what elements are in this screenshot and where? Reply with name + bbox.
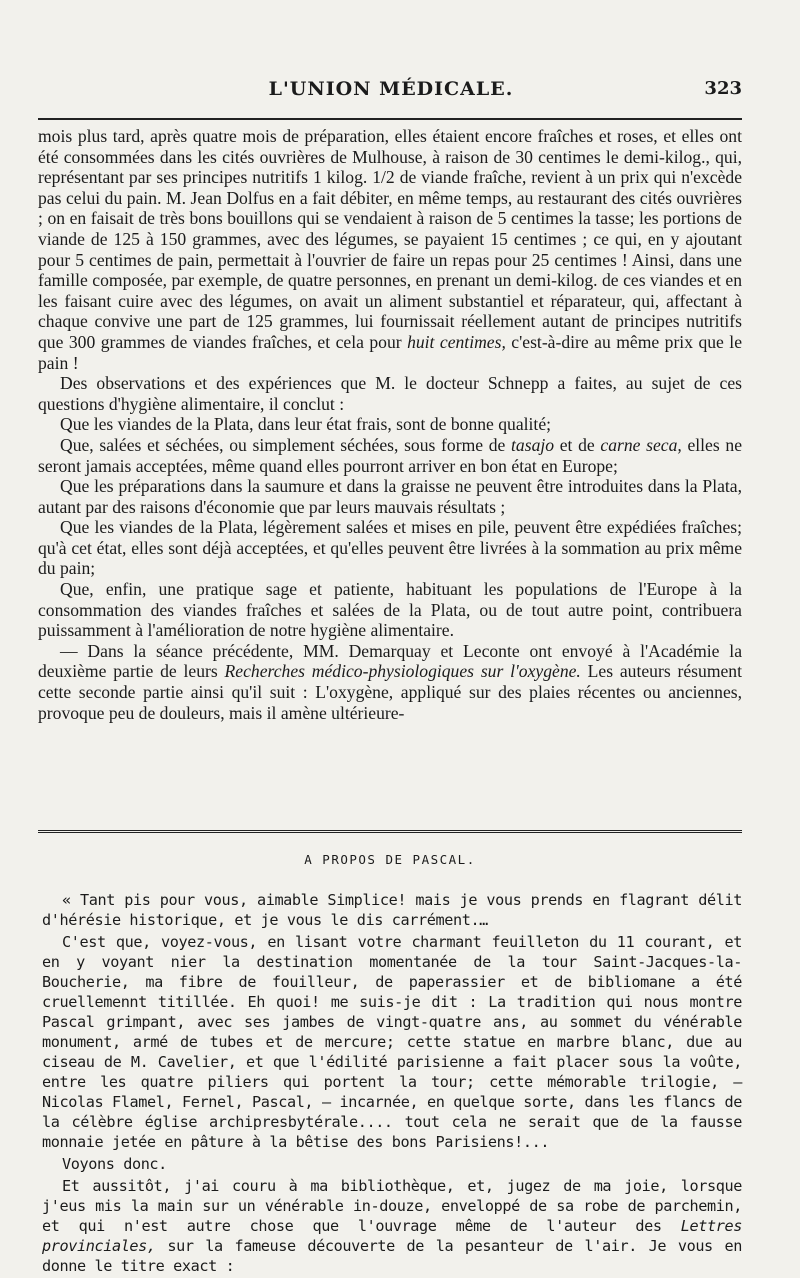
conclusion-4: Que les viandes de la Plata, légèrement salées et mises en pile, peuvent être expédiées fraîches; qu'à cet état, elles sont déjà acceptées, et qu'elles peuvent être livrées à la sommation au prix même du pain; — [38, 517, 742, 579]
running-title: L'UNION MÉDICALE. — [268, 78, 514, 100]
paragraph-oxygen: — Dans la séance précédente, MM. Demarquay et Leconte ont envoyé à l'Académie la deuxième partie de leurs Recherches médico-physiologiques sur l'oxygène. Les auteurs résument cette seconde partie ainsi qu'il suit : L'oxygène, appliqué sur des plaies récentes ou anciennes, provoque peu de douleurs, mais il amène ultérieure- — [38, 640, 742, 723]
conclusion-2: Que, salées et séchées, ou simplement séchées, sous forme de tasajo et de carne seca, elles ne seront jamais acceptées, même quand elles pourront arriver en bon état en Europe; — [38, 434, 742, 476]
feuilleton-paragraph-3: Voyons donc. — [62, 1155, 167, 1173]
conclusion-3: Que les préparations dans la saumure et dans la graisse ne peuvent être introduites dans la Plata, autant par des raisons d'économie que par leurs mauvais résultats ; — [38, 476, 742, 517]
paragraph-2: Des observations et des expériences que M. le docteur Schnepp a faites, au sujet de ces questions d'hygiène alimentaire, il conclut : — [38, 373, 742, 414]
paragraph-1: mois plus tard, après quatre mois de préparation, elles étaient encore fraîches et roses, et elles ont été consommées dans les cités ouvrières de Mulhouse, à raison de 30 centimes le demi-kilog., qui, représentant par ses principes nutritifs 1 kilog. 1/2 de viande fraîche, revient à un prix qui n'excède pas celui du pain. M. Jean Dolfus en a fait débiter, en même temps, au restaurant des cités ouvrières ; on en faisait de très bons bouillons qui se vendaient à raison de 5 centimes la tasse; les portions de viande de 125 à 150 grammes, avec des légumes, se payaient 15 centimes ; ce qui, en y ajoutant pour 5 centimes de pain, permettait à l'ouvrier de faire un repas pour 25 centimes ! Ainsi, dans une famille composée, par exemple, de quatre personnes, en prenant un demi-kilog. de ces viandes et en les faisant cuire avec des légumes, on avait un aliment substantiel et réparateur, qui, affectant à chaque convive une part de 125 grammes, lui fournissait réellement autant de principes nutritifs que 300 grammes de viandes fraîches, et cela pour huit centimes, c'est-à-dire au même prix que le pain ! — [38, 126, 742, 373]
conclusion-5: Que, enfin, une pratique sage et patiente, habituant les populations de l'Europe à la consommation des viandes fraîches et salées de la Plata, ou de tout autre point, contribuera puissamment à l'amélioration de notre hygiène alimentaire. — [38, 579, 742, 641]
feuilleton-rule — [38, 830, 742, 833]
feuilleton-paragraph-1: « Tant pis pour vous, aimable Simplice! mais je vous prends en flagrant délit d'hérésie historique, et je vous le dis carrément.… — [42, 891, 742, 929]
page-header — [40, 78, 742, 108]
header-rule — [38, 118, 742, 120]
feuilleton-text — [42, 890, 742, 1278]
page-number: 323 — [704, 78, 742, 99]
feuilleton-paragraph-4: Et aussitôt, j'ai couru à ma bibliothèque, et, jugez de ma joie, lorsque j'eus mis la main sur un vénérable in-douze, enveloppé de sa robe de parchemin, et qui n'est autre chose que l'ouvrage même de l'auteur des Lettres provinciales, sur la fameuse découverte de la pesanteur de l'air. Je vous en donne le titre exact : — [42, 1177, 742, 1275]
conclusion-1: Que les viandes de la Plata, dans leur état frais, sont de bonne qualité; — [60, 414, 552, 435]
main-article — [38, 126, 742, 723]
feuilleton-title: A PROPOS DE PASCAL. — [304, 852, 476, 867]
feuilleton-paragraph-2: C'est que, voyez-vous, en lisant votre charmant feuilleton du 11 courant, et en y voyant nier la destination momentanée de la tour Saint-Jacques-la-Boucherie, ma fibre de fouilleur, de paperassier et de bibliomane a été cruellemennt titillée. Eh quoi! me suis-je dit : La tradition qui nous montre Pascal grimpant, avec ses jambes de vingt-quatre ans, au sommet du vénérable monument, armé de tubes et de mercure; cette statue en marbre blanc, due au ciseau de M. Cavelier, et que l'édilité parisienne a fait placer sous la voûte, entre les quatre piliers qui portent la tour; cette mémorable trilogie, — Nicolas Flamel, Fernel, Pascal, — incarnée, en quelque sorte, dans les flancs de la célèbre église archipresbytérale.... tout cela ne serait que de la fausse monnaie jetée en pâture à la bêtise des bons Parisiens!... — [42, 933, 742, 1151]
bleed-through — [0, 50, 800, 69]
